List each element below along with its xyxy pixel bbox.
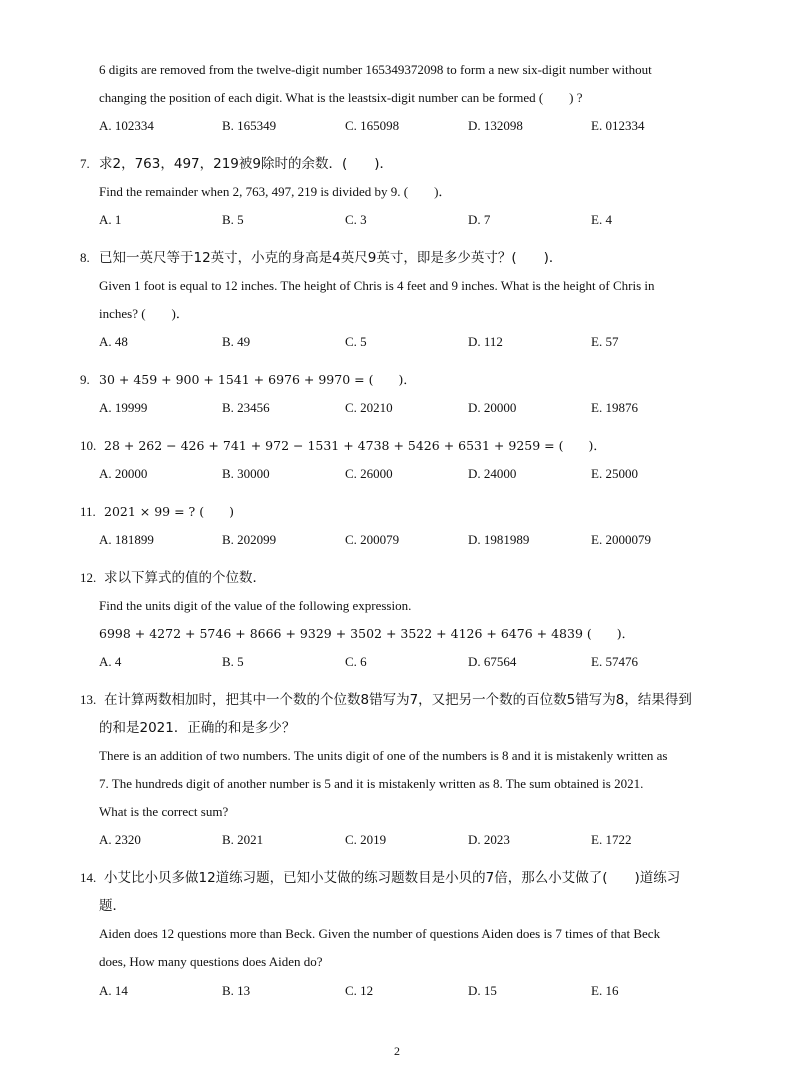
q8-en-line2: inches? ( )．: [99, 306, 189, 321]
q13-number: 13.: [80, 692, 97, 707]
q10-option-d[interactable]: D. 24000: [468, 466, 517, 481]
q8-cn-text: 已知一英尺等于12英寸，小克的身高是4英尺9英寸，即是多少英寸？( )．: [99, 250, 563, 266]
q7-cn-text: 求2，763，497，219被9除时的余数．( )．: [99, 156, 394, 172]
q13-option-b[interactable]: B. 2021: [222, 832, 264, 847]
q9-option-b[interactable]: B. 23456: [222, 400, 270, 415]
q13-en-line3: What is the correct sum?: [99, 804, 229, 819]
q7-en-text: Find the remainder when 2, 763, 497, 219 is divided by 9. ( )．: [99, 184, 452, 199]
q12-expression: 6998 + 4272 + 5746 + 8666 + 9329 + 3502 + 3522 + 4126 + 6476 + 4839 ( )．: [99, 626, 635, 641]
q11-option-b[interactable]: B. 202099: [222, 532, 277, 547]
q7-option-e[interactable]: E. 4: [591, 212, 612, 227]
q7-option-a[interactable]: A. 1: [99, 212, 122, 227]
q11-options: [99, 532, 719, 548]
q10-number: 10.: [80, 438, 97, 453]
q8-option-b[interactable]: B. 49: [222, 334, 251, 349]
q8-option-e[interactable]: E. 57: [591, 334, 619, 349]
q7-option-c[interactable]: C. 3: [345, 212, 367, 227]
q12-options: [99, 654, 719, 670]
q14-en-line1: Aiden does 12 questions more than Beck. Given the number of questions Aiden does is 7 times of that Beck: [99, 926, 661, 941]
q8-option-c[interactable]: C. 5: [345, 334, 367, 349]
q7-options: [99, 212, 719, 228]
q11-option-d[interactable]: D. 1981989: [468, 532, 530, 547]
q8-number: 8.: [80, 250, 90, 265]
q9-option-a[interactable]: A. 19999: [99, 400, 148, 415]
q14-en-line2: does, How many questions does Aiden do?: [99, 954, 323, 969]
q11-option-e[interactable]: E. 2000079: [591, 532, 651, 547]
q8-options: [99, 334, 719, 350]
q14-option-b[interactable]: B. 13: [222, 983, 251, 998]
q14-number: 14.: [80, 870, 97, 885]
q13-en-line1: There is an addition of two numbers. The units digit of one of the numbers is 8 and it is mistakenly written as: [99, 748, 668, 763]
q14-option-e[interactable]: E. 16: [591, 983, 619, 998]
q12-cn-text: 求以下算式的值的个位数．: [104, 570, 266, 586]
q10-option-e[interactable]: E. 25000: [591, 466, 638, 481]
q12-option-b[interactable]: B. 5: [222, 654, 244, 669]
q11-number: 11.: [80, 504, 96, 519]
q7-option-d[interactable]: D. 7: [468, 212, 491, 227]
q10-option-b[interactable]: B. 30000: [222, 466, 270, 481]
q11-expression: 2021 × 99 = ? ( ): [104, 504, 234, 519]
q13-option-d[interactable]: D. 2023: [468, 832, 510, 847]
q8-en-line1: Given 1 foot is equal to 12 inches. The height of Chris is 4 feet and 9 inches. What is the height of Chris in: [99, 278, 655, 293]
q6-text-line1: 6 digits are removed from the twelve-digit number 165349372098 to form a new six-digit number without: [99, 62, 652, 77]
q9-option-c[interactable]: C. 20210: [345, 400, 393, 415]
q13-option-a[interactable]: A. 2320: [99, 832, 141, 847]
q14-option-c[interactable]: C. 12: [345, 983, 374, 998]
q9-option-e[interactable]: E. 19876: [591, 400, 638, 415]
q6-option-e[interactable]: E. 012334: [591, 118, 645, 133]
q14-option-d[interactable]: D. 15: [468, 983, 497, 998]
q12-number: 12.: [80, 570, 97, 585]
q9-expression: 30 + 459 + 900 + 1541 + 6976 + 9970 = ( )．: [99, 372, 416, 387]
q10-options: [99, 466, 719, 482]
q13-en-line2: 7. The hundreds digit of another number is 5 and it is mistakenly written as 8. The sum obtained is 2021.: [99, 776, 644, 791]
q7-option-b[interactable]: B. 5: [222, 212, 244, 227]
q11-option-a[interactable]: A. 181899: [99, 532, 154, 547]
q11-option-c[interactable]: C. 200079: [345, 532, 400, 547]
q6-option-d[interactable]: D. 132098: [468, 118, 523, 133]
q12-option-c[interactable]: C. 6: [345, 654, 367, 669]
q8-option-d[interactable]: D. 112: [468, 334, 503, 349]
q8-option-a[interactable]: A. 48: [99, 334, 128, 349]
q13-options: [99, 832, 719, 848]
q9-option-d[interactable]: D. 20000: [468, 400, 517, 415]
q14-cn-line2: 题．: [99, 898, 126, 914]
page-number: 2: [394, 1044, 400, 1058]
q6-options: [99, 118, 719, 134]
q13-option-c[interactable]: C. 2019: [345, 832, 387, 847]
q10-option-c[interactable]: C. 26000: [345, 466, 393, 481]
q12-option-e[interactable]: E. 57476: [591, 654, 638, 669]
q13-cn-line1: 在计算两数相加时，把其中一个数的个位数8错写为7，又把另一个数的百位数5错写为8，结果得到: [104, 692, 692, 708]
q9-options: [99, 400, 719, 416]
q10-expression: 28 + 262 − 426 + 741 + 972 − 1531 + 4738 + 5426 + 6531 + 9259 = ( )．: [104, 438, 606, 453]
q12-option-a[interactable]: A. 4: [99, 654, 122, 669]
q12-en-text: Find the units digit of the value of the following expression.: [99, 598, 412, 613]
q9-number: 9.: [80, 372, 90, 387]
q13-cn-line2: 的和是2021．正确的和是多少？: [99, 720, 296, 736]
q12-option-d[interactable]: D. 67564: [468, 654, 517, 669]
q6-text-line2: changing the position of each digit. What is the leastsix-digit number can be formed ( ) ?: [99, 90, 583, 105]
q6-option-a[interactable]: A. 102334: [99, 118, 154, 133]
q7-number: 7.: [80, 156, 90, 171]
q6-option-c[interactable]: C. 165098: [345, 118, 400, 133]
q13-option-e[interactable]: E. 1722: [591, 832, 632, 847]
q14-options: [99, 983, 719, 999]
q6-option-b[interactable]: B. 165349: [222, 118, 277, 133]
q14-cn-line1: 小艾比小贝多做12道练习题，已知小艾做的练习题数目是小贝的7倍，那么小艾做了( )道练习: [104, 870, 681, 886]
q10-option-a[interactable]: A. 20000: [99, 466, 148, 481]
q14-option-a[interactable]: A. 14: [99, 983, 128, 998]
